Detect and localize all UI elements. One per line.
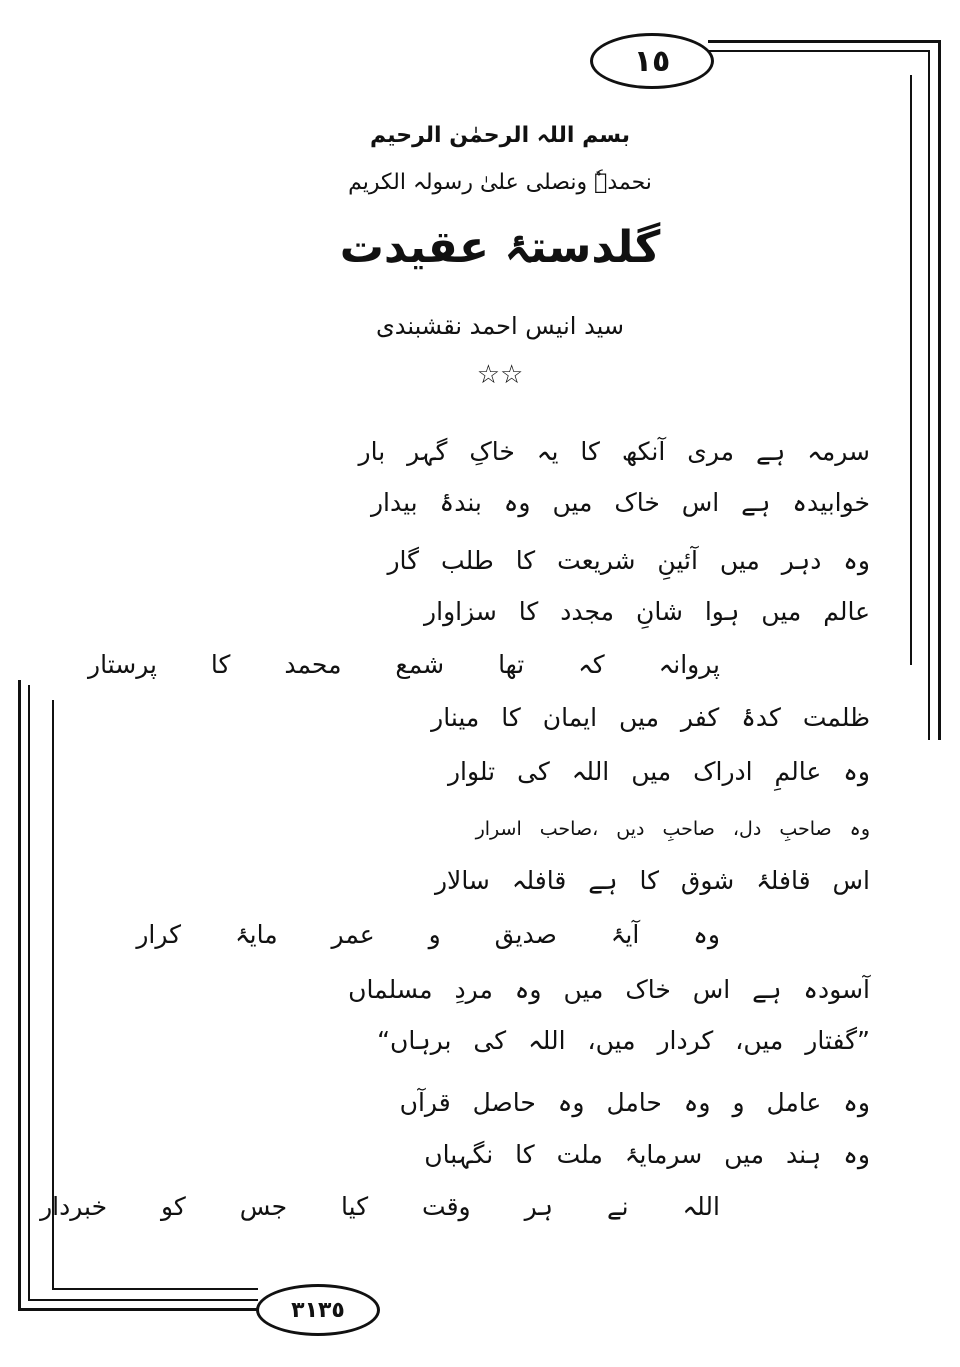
- verse-line-9: اس قافلۂ شوق کا ہے قافلہ سالار: [434, 866, 870, 895]
- frame-right-inner-line: [928, 50, 930, 740]
- frame-bottom-outer-line: [18, 1308, 258, 1311]
- verse-line-11: آسودہ ہے اس خاک میں وہ مردِ مسلماں: [348, 975, 870, 1004]
- author-name: سید انیس احمد نقشبندی: [375, 312, 625, 340]
- verse-line-13: وہ عامل و وہ حامل وہ حاصل قرآں: [399, 1088, 870, 1117]
- verse-line-12: ”گفتار میں، کردار میں، اللہ کی برہاں“: [377, 1026, 870, 1055]
- frame-bottom-innermost-line: [52, 1288, 258, 1290]
- frame-right-outer-line: [938, 40, 941, 740]
- frame-left-outer-line: [18, 680, 21, 1310]
- frame-top-inner-line: [708, 50, 930, 52]
- verse-line-5: پروانہ کہ تھا شمع محمد کا پرستار: [88, 650, 720, 679]
- verse-line-3: وہ دہر میں آئینِ شریعت کا طلب گار: [387, 546, 870, 575]
- stars-ornament: ☆☆: [476, 360, 524, 390]
- bismillah-heading: بسم اللہ الرحمٰن الرحیم: [369, 123, 630, 148]
- salutation-line: نحمدہٗ ونصلی علیٰ رسولہ الکریم: [348, 170, 652, 195]
- verse-line-8: وہ صاحبِ دل، صاحبِ دیں ،صاحب اسرار: [475, 818, 870, 840]
- verse-line-6: ظلمت کدۂ کفر میں ایمان کا مینار: [431, 703, 870, 732]
- verse-line-2: خوابیدہ ہے اس خاک میں وہ بندۂ بیدار: [370, 488, 870, 517]
- page-number-bottom: ٣١٣٥: [256, 1284, 380, 1336]
- frame-top-outer-line: [708, 40, 940, 43]
- frame-right-innermost-line: [910, 75, 912, 665]
- verse-line-15: اللہ نے ہر وقت کیا جس کو خبردار: [40, 1192, 720, 1221]
- verse-line-10: وہ آیۂ صدیق و عمر مایۂ کرار: [136, 920, 720, 949]
- frame-left-inner-line: [28, 685, 30, 1300]
- verse-line-1: سرمہ ہے مری آنکھ کا یہ خاکِ گہر بار: [358, 437, 870, 466]
- frame-bottom-inner-line: [28, 1299, 258, 1301]
- verse-line-4: عالم میں ہوا شانِ مجدد کا سزاوار: [424, 597, 870, 626]
- poem-title: گلدستۂ عقیدت: [339, 222, 661, 273]
- page-number-top: ١٥: [590, 33, 714, 89]
- verse-line-7: وہ عالمِ ادراک میں اللہ کی تلوار: [447, 757, 870, 786]
- verse-line-14: وہ ہند میں سرمایۂ ملت کا نگہباں: [424, 1140, 870, 1169]
